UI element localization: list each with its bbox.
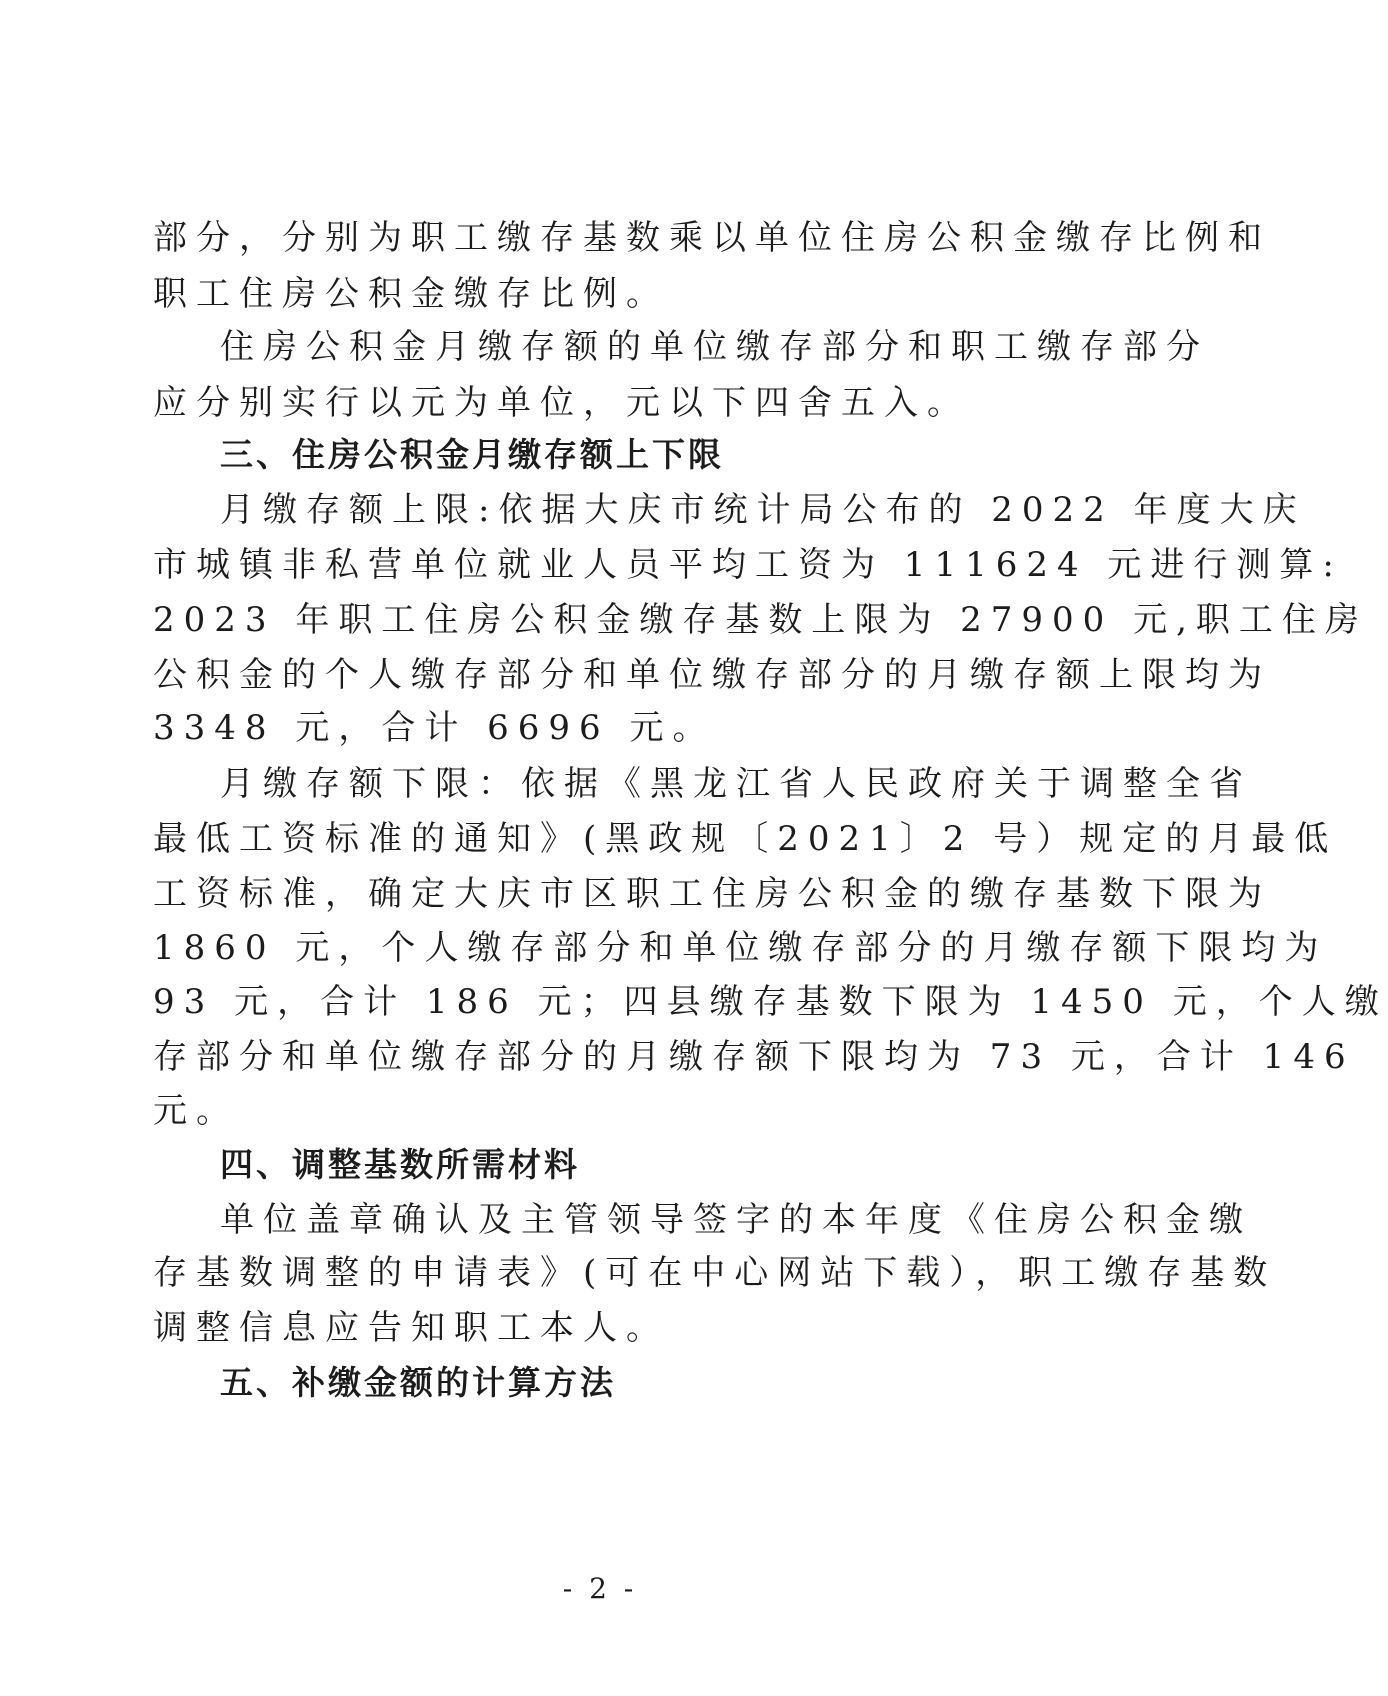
body-text-line: 存部分和单位缴存部分的月缴存额下限均为 73 元，合计 146 bbox=[153, 1037, 1355, 1077]
section-heading: 三、住房公积金月缴存额上下限 bbox=[220, 435, 724, 474]
body-text-line: 2023 年职工住房公积金缴存基数上限为 27900 元,职工住房 bbox=[153, 600, 1368, 640]
section-heading: 四、调整基数所需材料 bbox=[220, 1145, 580, 1184]
body-text-line: 3348 元，合计 6696 元。 bbox=[153, 708, 716, 748]
body-text-line: 月缴存额上限:依据大庆市统计局公布的 2022 年度大庆 bbox=[220, 490, 1306, 530]
body-text-line: 93 元，合计 186 元；四县缴存基数下限为 1450 元，个人缴 bbox=[153, 982, 1388, 1022]
body-text-line: 市城镇非私营单位就业人员平均工资为 111624 元进行测算: bbox=[153, 545, 1343, 585]
body-text-line: 部分，分别为职工缴存基数乘以单位住房公积金缴存比例和 bbox=[153, 218, 1271, 258]
body-text-line: 最低工资标准的通知》(黑政规〔2021〕2 号）规定的月最低 bbox=[153, 819, 1338, 859]
body-text-line: 职工住房公积金缴存比例。 bbox=[153, 274, 669, 314]
section-heading: 五、补缴金额的计算方法 bbox=[220, 1363, 616, 1402]
body-text-line: 月缴存额下限：依据《黑龙江省人民政府关于调整全省 bbox=[220, 764, 1252, 804]
body-text-line: 存基数调整的申请表》(可在中心网站下载），职工缴存基数 bbox=[153, 1253, 1277, 1293]
body-text-line: 1860 元，个人缴存部分和单位缴存部分的月缴存额下限均为 bbox=[153, 928, 1328, 968]
body-text-line: 调整信息应告知职工本人。 bbox=[153, 1308, 669, 1348]
body-text-line: 住房公积金月缴存额的单位缴存部分和职工缴存部分 bbox=[220, 327, 1209, 367]
page-number: - 2 - bbox=[562, 1572, 638, 1605]
body-text-line: 元。 bbox=[153, 1091, 239, 1131]
body-text-line: 工资标准，确定大庆市区职工住房公积金的缴存基数下限为 bbox=[153, 874, 1271, 914]
body-text-line: 公积金的个人缴存部分和单位缴存部分的月缴存额上限均为 bbox=[153, 655, 1271, 695]
body-text-line: 应分别实行以元为单位，元以下四舍五入。 bbox=[153, 383, 970, 423]
body-text-line: 单位盖章确认及主管领导签字的本年度《住房公积金缴 bbox=[220, 1200, 1252, 1240]
